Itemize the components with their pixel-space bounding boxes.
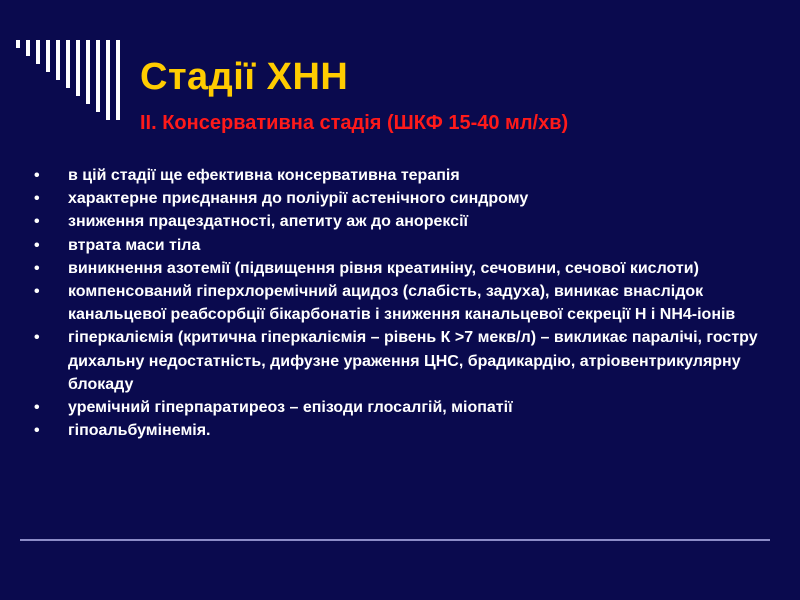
bullet-icon: • xyxy=(34,422,40,440)
bullet-text: гіперкаліємія (критична гіперкаліємія – рівень К >7 мекв/л) – викликає паралічі, гостру дихальну недостатність, дифузне ураження ЦНС, брадикардію, атріовентрикулярну блокаду xyxy=(68,329,758,393)
bullet-item xyxy=(34,396,774,419)
bullet-icon: • xyxy=(34,283,40,301)
slide-subtitle: ІІ. Консервативна стадія (ШКФ 15-40 мл/хв) xyxy=(140,112,569,134)
bullet-text: уремічний гіперпаратиреоз – епізоди глосалгій, міопатії xyxy=(68,399,513,417)
bullet-text: виникнення азотемії (підвищення рівня креатиніну, сечовини, сечової кислоти) xyxy=(68,259,699,277)
decorative-stripes xyxy=(16,40,126,120)
bullet-item xyxy=(34,187,774,210)
bullet-item xyxy=(34,419,774,442)
footer-divider xyxy=(20,539,770,541)
bullet-text: компенсований гіперхлоремічний ацидоз (слабість, задуха), виникає внаслідок канальцевої реабсорбції бікарбонатів і зниження канальцевої секреції Н і NH4-іонів xyxy=(68,283,736,324)
bullet-item xyxy=(34,164,774,187)
bullet-text: характерне приєднання до поліурії астенічного синдрому xyxy=(68,190,529,208)
bullet-text: в цій стадії ще ефективна консервативна терапія xyxy=(68,167,460,184)
slide-title: Стадії ХНН xyxy=(140,56,349,98)
bullet-item xyxy=(34,257,774,280)
bullet-icon: • xyxy=(34,399,40,417)
bullet-icon: • xyxy=(34,167,40,184)
bullet-icon: • xyxy=(34,190,40,208)
bullet-item xyxy=(34,234,774,257)
bullet-icon: • xyxy=(34,236,40,254)
bullet-icon: • xyxy=(34,213,40,231)
bullet-item xyxy=(34,326,774,396)
bullet-icon: • xyxy=(34,329,40,347)
bullet-text: зниження працездатності, апетиту аж до анорексії xyxy=(68,213,469,231)
bullet-list xyxy=(34,164,774,442)
bullet-item xyxy=(34,280,774,326)
bullet-item xyxy=(34,210,774,233)
bullet-text: гіпоальбумінемія. xyxy=(68,422,211,440)
bullet-icon: • xyxy=(34,259,40,277)
bullet-text: втрата маси тіла xyxy=(68,236,201,254)
